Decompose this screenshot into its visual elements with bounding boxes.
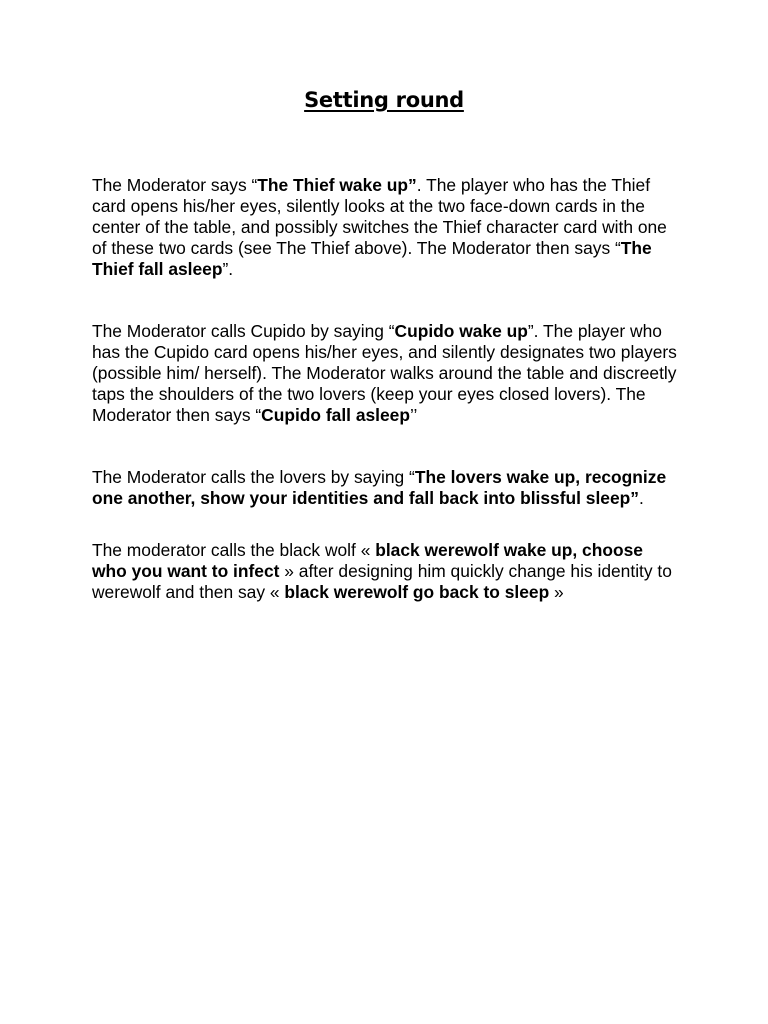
- paragraph-text: The moderator calls the black wolf «: [92, 540, 376, 560]
- paragraph-text: ”.: [222, 259, 234, 279]
- paragraph-text: »: [549, 582, 564, 602]
- paragraph-cupido: [92, 321, 678, 426]
- page-title: Setting round: [304, 88, 464, 112]
- paragraph-text: The Moderator calls the lovers by saying “: [92, 467, 415, 487]
- paragraph-text: » after designing him quickly change his identity to werewolf and then say «: [92, 561, 672, 602]
- paragraph-thief: [92, 175, 678, 280]
- paragraph-bold-text: black werewolf wake up, choose who you want to infect: [92, 540, 643, 581]
- paragraph-text: . The player who has the Thief card opens his/her eyes, silently looks at the two face-down cards in the center of the table, and possibly switches the Thief character card with one of these two cards (see The Thief above). The Moderator then says “: [92, 175, 667, 258]
- paragraph-bold-text: black werewolf go back to sleep: [284, 582, 550, 602]
- paragraph-black-wolf: [92, 540, 678, 603]
- paragraph-lovers: [92, 467, 678, 509]
- paragraph-bold-text: The Thief wake up”: [257, 175, 417, 195]
- paragraph-bold-text: Cupido wake up: [394, 321, 528, 341]
- paragraph-text: The Moderator says “: [92, 175, 258, 195]
- paragraph-bold-text: The Thief fall asleep: [92, 238, 652, 279]
- paragraph-text: .: [638, 488, 644, 508]
- paragraph-bold-text: Cupido fall asleep: [261, 405, 410, 425]
- paragraph-bold-text: The lovers wake up, recognize one another, show your identities and fall back into blissful sleep”: [92, 467, 667, 508]
- paragraph-text: The Moderator calls Cupido by saying “: [92, 321, 395, 341]
- paragraph-text: ’’: [409, 405, 418, 425]
- paragraph-text: ”. The player who has the Cupido card opens his/her eyes, and silently designates two players (possible him/ herself). The Moderator walks around the table and discreetly taps the shoulders of the two lovers (keep your eyes closed lovers). The Moderator then says “: [92, 321, 677, 425]
